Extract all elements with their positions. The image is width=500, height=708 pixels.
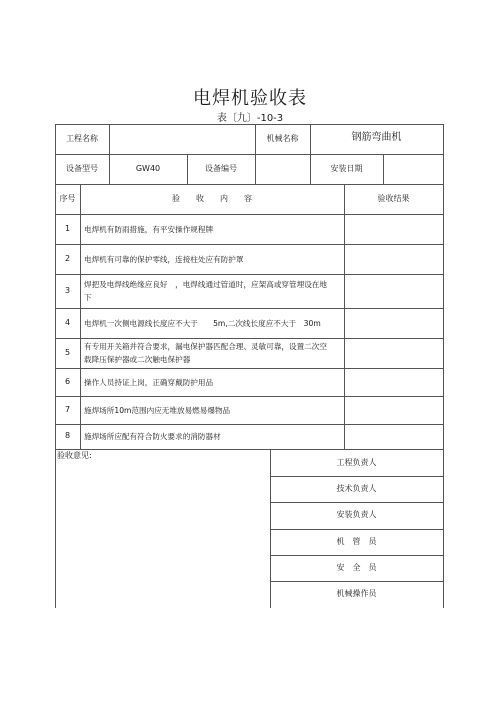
- install-date-label: 安装日期: [330, 164, 363, 173]
- table-rule: [55, 308, 443, 309]
- item-content: 操作人员持证上岗，正确穿戴防护用品: [84, 378, 214, 387]
- table-border-top: [55, 124, 443, 125]
- signer-installation-manager: 安装负责人: [336, 510, 377, 519]
- table-rule: [55, 214, 443, 215]
- form-number: 表〔九〕-10-3: [216, 113, 284, 124]
- item-number: 7: [64, 405, 71, 414]
- project-name-label: 工程名称: [66, 134, 98, 143]
- item-content: 有专用开关箱并符合要求，漏电保护器匹配合理、灵敏可靠，设置二次空载降压保护器或二次触电保护器: [84, 342, 327, 364]
- signer-project-manager: 工程负责人: [336, 458, 377, 467]
- item-content: 电焊机一次侧电源线长度应不大于 5m,二次线长度应不大于 30m: [84, 319, 321, 328]
- item-number: 6: [64, 377, 71, 386]
- table-rule: [55, 424, 443, 425]
- column-header-result: 验收结果: [377, 194, 410, 203]
- signer-rule: [270, 581, 443, 582]
- acceptance-form-table: [55, 124, 443, 608]
- signer-rule: [270, 555, 443, 556]
- item-number: 1: [64, 224, 71, 233]
- signer-machine-operator: 机械操作员: [336, 589, 377, 598]
- table-rule: [383, 154, 384, 184]
- table-rule: [109, 124, 110, 154]
- item-number: 5: [64, 348, 71, 357]
- table-rule: [344, 184, 345, 449]
- item-number: 8: [64, 431, 71, 440]
- item-number: 4: [64, 318, 71, 327]
- column-header-content: 验 收 内 容: [172, 194, 252, 203]
- table-border-right: [443, 124, 444, 608]
- table-rule: [55, 338, 443, 339]
- table-rule: [55, 154, 443, 155]
- signer-safety-officer: 安 全 员: [336, 563, 377, 572]
- table-rule: [55, 368, 443, 369]
- model-value: GW40: [135, 164, 161, 173]
- table-rule: [55, 274, 443, 275]
- signer-rule: [270, 476, 443, 477]
- document-title: 电焊机验收表: [193, 88, 307, 109]
- table-rule: [55, 184, 443, 185]
- table-rule: [55, 396, 443, 397]
- signer-machine-administrator: 机 管 员: [336, 537, 377, 546]
- machine-name-label: 机械名称: [266, 134, 299, 143]
- item-content: 焊把及电焊线绝缘应良好 ，电焊线通过管道时，应架高或穿管埋设在地下: [84, 280, 327, 302]
- item-content: 施焊场所10m范围内应无堆放易燃易爆物品: [84, 406, 231, 415]
- item-content: 电焊机有可靠的保护零线，连接柱处应有防护罩: [84, 255, 244, 264]
- column-header-seq: 序号: [59, 194, 76, 203]
- model-label: 设备型号: [66, 164, 98, 173]
- device-number-label: 设备编号: [205, 164, 237, 173]
- table-rule: [255, 154, 256, 184]
- item-content: 施焊场所应配有符合防火要求的消防器材: [84, 432, 221, 441]
- item-content: 电焊机有防雨措施，有平安操作规程牌: [84, 225, 214, 234]
- table-rule: [80, 184, 81, 449]
- signer-rule: [270, 529, 443, 530]
- acceptance-opinion-label: 验收意见:: [57, 451, 92, 460]
- item-number: 2: [64, 254, 71, 263]
- machine-name-value: 钢筋弯曲机: [351, 132, 402, 143]
- signer-technical-manager: 技术负责人: [336, 484, 377, 493]
- item-number: 3: [64, 286, 71, 295]
- signer-rule: [270, 502, 443, 503]
- table-rule: [270, 449, 271, 608]
- table-rule: [55, 244, 443, 245]
